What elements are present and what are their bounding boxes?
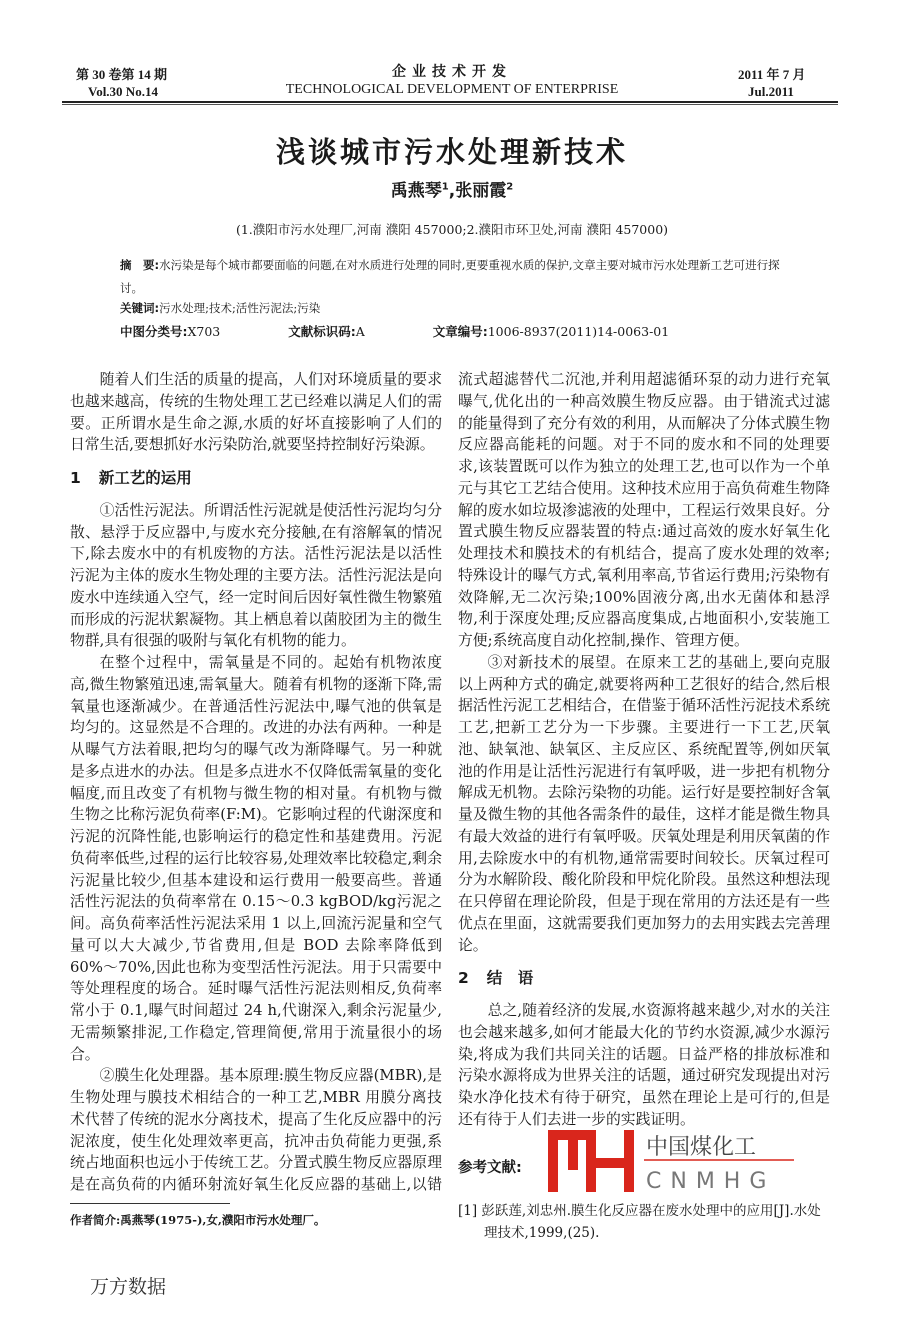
section-2-number: 2 (458, 969, 469, 988)
logo-mark-icon (548, 1130, 634, 1192)
keywords (120, 297, 780, 320)
section-2-title: 结 语 (486, 969, 534, 988)
section-2-heading (458, 968, 830, 990)
issue-date-cn: 2011 年 7 月 (738, 67, 806, 82)
cnmhg-logo (548, 1130, 808, 1198)
footnote-rule (70, 1203, 230, 1204)
doc-code-label: 文献标识码: (288, 324, 356, 339)
author-2-affil: 2 (506, 181, 514, 193)
author-1-affil: 1 (441, 181, 449, 193)
author-1: 禹燕琴 (390, 181, 442, 201)
header-rule (62, 101, 838, 103)
paragraph-activated-sludge: ①活性污泥法。所谓活性污泥就是使活性污泥均匀分散、悬浮于反应器中,与废水充分接触,在有溶解氧的情况下,除去废水中的有机废物的方法。活性污泥法是以活性污泥为主体的废水生物处理的主要方法。活性污泥法是向废水中连续通入空气，经一定时间后因好氧性微生物繁殖而形成的污泥状絮凝物。其上栖息着以菌胶团为主的微生物群,具有很强的吸附与氧化有机物的能力。 (70, 501, 442, 650)
references-heading: 参考文献: (458, 1160, 522, 1176)
clc-label: 中图分类号: (120, 324, 188, 339)
abstract-label: 摘 要: (120, 258, 160, 272)
intro-paragraph: 随着人们生活的质量的提高，人们对环境质量的要求也越来越高，传统的生物处理工艺已经难以满足人们的需要。正所谓水是生命之源,水质的好坏直接影响了人们的日常生活,要想抓好水污染防治,就要坚持控制好污染源。 (70, 371, 442, 454)
volume-issue-cn: 第 30 卷第 14 期 (76, 67, 168, 82)
paragraph-conclusion: 总之,随着经济的发展,水资源将越来越少,对水的关注也会越来越多,如何才能最大化的节约水资源,减少水源污染,将成为我们共同关注的话题。日益严格的排放标准和污染水源将成为世界关注的话题，通过研究发现提出对污染水净化技术有待于研究，虽然在理论上是可行的,但是还有待于人们去进一步的实践证明。 (458, 1002, 830, 1128)
wanfang-watermark: 万方数据 (90, 1276, 167, 1298)
abstract (120, 254, 780, 300)
body-text (70, 369, 830, 1201)
authors (0, 176, 904, 201)
volume-issue-en: Vol.30 No.14 (88, 84, 158, 99)
article-no-value: 1006-8937(2011)14-0063-01 (487, 324, 670, 339)
article-title: 浅谈城市污水处理新技术 (275, 135, 628, 169)
logo-text-cn: 中国煤化工 (646, 1135, 757, 1160)
issue-date-en: Jul.2011 (748, 84, 794, 99)
paragraph-mbr: ②膜生化处理器。基本原理:膜生物反应器(MBR),是生物处理与膜技术相结合的一种工艺,MBR 用膜分离技术代替了传统的泥水分离技术，提高了生化反应器中的污泥浓度，使生化处理效率更高，抗冲击负荷能力更强,系统占地面积也远小于传统工艺。分置式膜生物反应器原理是在高负荷的内循环射流好氧生化反应器的基础上,以错流式超滤替代二沉池,并利用超滤循环泵的动力进行充氧曝气,优化出的一种高效膜生物反应器。由于错流式过滤的能量得到了充分有效的利用，从而解决了分体式膜生物反应器高能耗的问题。对于不同的废水和不同的处理要求,该装置既可以作为独立的处理工艺,也可以作为一个单元与其它工艺结合使用。这种技术应用于高负荷难生物降解的废水如垃圾渗滤液的处理中，工程运行效果良好。分置式膜生物反应器装置的特点:通过高效的废水好氧生化处理技术和膜技术的有机结合，提高了废水处理的效率;特殊设计的曝气方式,氧利用率高,节省运行费用;污染物有效降解,无二次污染;100%固液分离,出水无菌体和悬浮物,利于深度处理;反应器高度集成,占地面积小,安装施工方便;系统高度自动化控制,操作、管理方便。 (70, 371, 830, 1193)
doc-code-value: A (355, 324, 365, 339)
paragraph-outlook: ③对新技术的展望。在原来工艺的基础上,要向克服以上两种方式的确定,就要将两种工艺很好的结合,然后根据活性污泥工艺相结合，在借鉴于循环活性污泥技术系统工艺,把新工艺分为一下步骤。主要进行一下工艺,厌氧池、缺氧池、缺氧区、主反应区、系统配置等,例如厌氧池的作用是让活性污泥进行有氧呼吸，进一步把有机物分解成无机物。去除污染物的功能。运行好是要控制好含氧量及微生物的其他各需条件的最佳，这样才能是微生物具有最大效益的进行有氧呼吸。厌氧处理是利用厌氧菌的作用,去除废水中的有机物,通常需要时间较长。厌氧过程可分为水解阶段、酸化阶段和甲烷化阶段。虽然这种想法现在只停留在理论阶段，但是于现在常用的方法还是有一些优点在里面，这就需要我们更加努力的去用实践去完善理论。 (458, 653, 830, 954)
clc-value: X703 (187, 324, 221, 339)
journal-name-en: TECHNOLOGICAL DEVELOPMENT OF ENTERPRISE (285, 82, 619, 97)
journal-name-cn: 企业技术开发 (392, 64, 512, 80)
section-1-title: 新工艺的运用 (98, 469, 192, 487)
abstract-text: 水污染是每个城市都要面临的问题,在对水质进行处理的同时,更要重视水质的保护,文章主要对城市污水处理新工艺可进行探讨。 (120, 258, 780, 295)
keywords-label: 关键词: (120, 301, 160, 315)
author-bio-footnote: 作者简介:禹燕琴(1975-),女,濮阳市污水处理厂。 (70, 1213, 326, 1227)
author-2: ,张丽霞 (448, 181, 507, 201)
article-no-label: 文章编号: (432, 324, 488, 339)
keywords-text: 污水处理;技术;活性污泥法;污染 (159, 301, 321, 315)
header-rule-thin (62, 104, 838, 105)
section-1-heading (70, 468, 442, 490)
affiliations: (1.濮阳市污水处理厂,河南 濮阳 457000;2.濮阳市环卫处,河南 濮阳 457000) (235, 222, 669, 237)
section-1-number: 1 (70, 469, 81, 487)
paragraph-oxygen-demand: 在整个过程中，需氧量是不同的。起始有机物浓度高,微生物繁殖迅速,需氧量大。随着有机物的逐渐下降,需氧量也逐渐减少。在普通活性污泥法中,曝气池的供氧是均匀的。这显然是不合理的。改进的办法有两种。一种是从曝气方法着眼,把均匀的曝气改为渐降曝气。另一种就是多点进水的办法。但是多点进水不仅降低需氧量的变化幅度,而且改变了有机物与微生物的相对量。有机物与微生物之比称污泥负荷率(F:M)。它影响过程的代谢深度和污泥的沉降性能,也影响运行的稳定性和基建费用。污泥负荷率低些,过程的运行比较容易,处理效率比较稳定,剩余污泥量比较少,但基本建设和运行费用一般要高些。普通活性污泥法的负荷率常在 0.15～0.3 kgBOD/kg污泥之间。高负荷率活性污泥法采用 1 以上,回流污泥量和空气量可以大大减少,节省费用,但是 BOD 去除率降低到 60%～70%,因此也称为变型活性污泥法。用于只需要中等处理程度的场合。延时曝气活性污泥法则相反,负荷率常小于 0.1,曝气时间超过 24 h,代谢深入,剩余污泥量少,无需频繁排泥,工作稳定,管理简便,常用于流量很小的场合。 (70, 654, 442, 1063)
reference-item: [1] 彭跃莲,刘忠州.膜生化反应器在废水处理中的应用[J].水处理技术,1999,(25). (458, 1203, 821, 1241)
classification-line (120, 320, 780, 343)
logo-text-en: CNMHG (646, 1169, 776, 1194)
